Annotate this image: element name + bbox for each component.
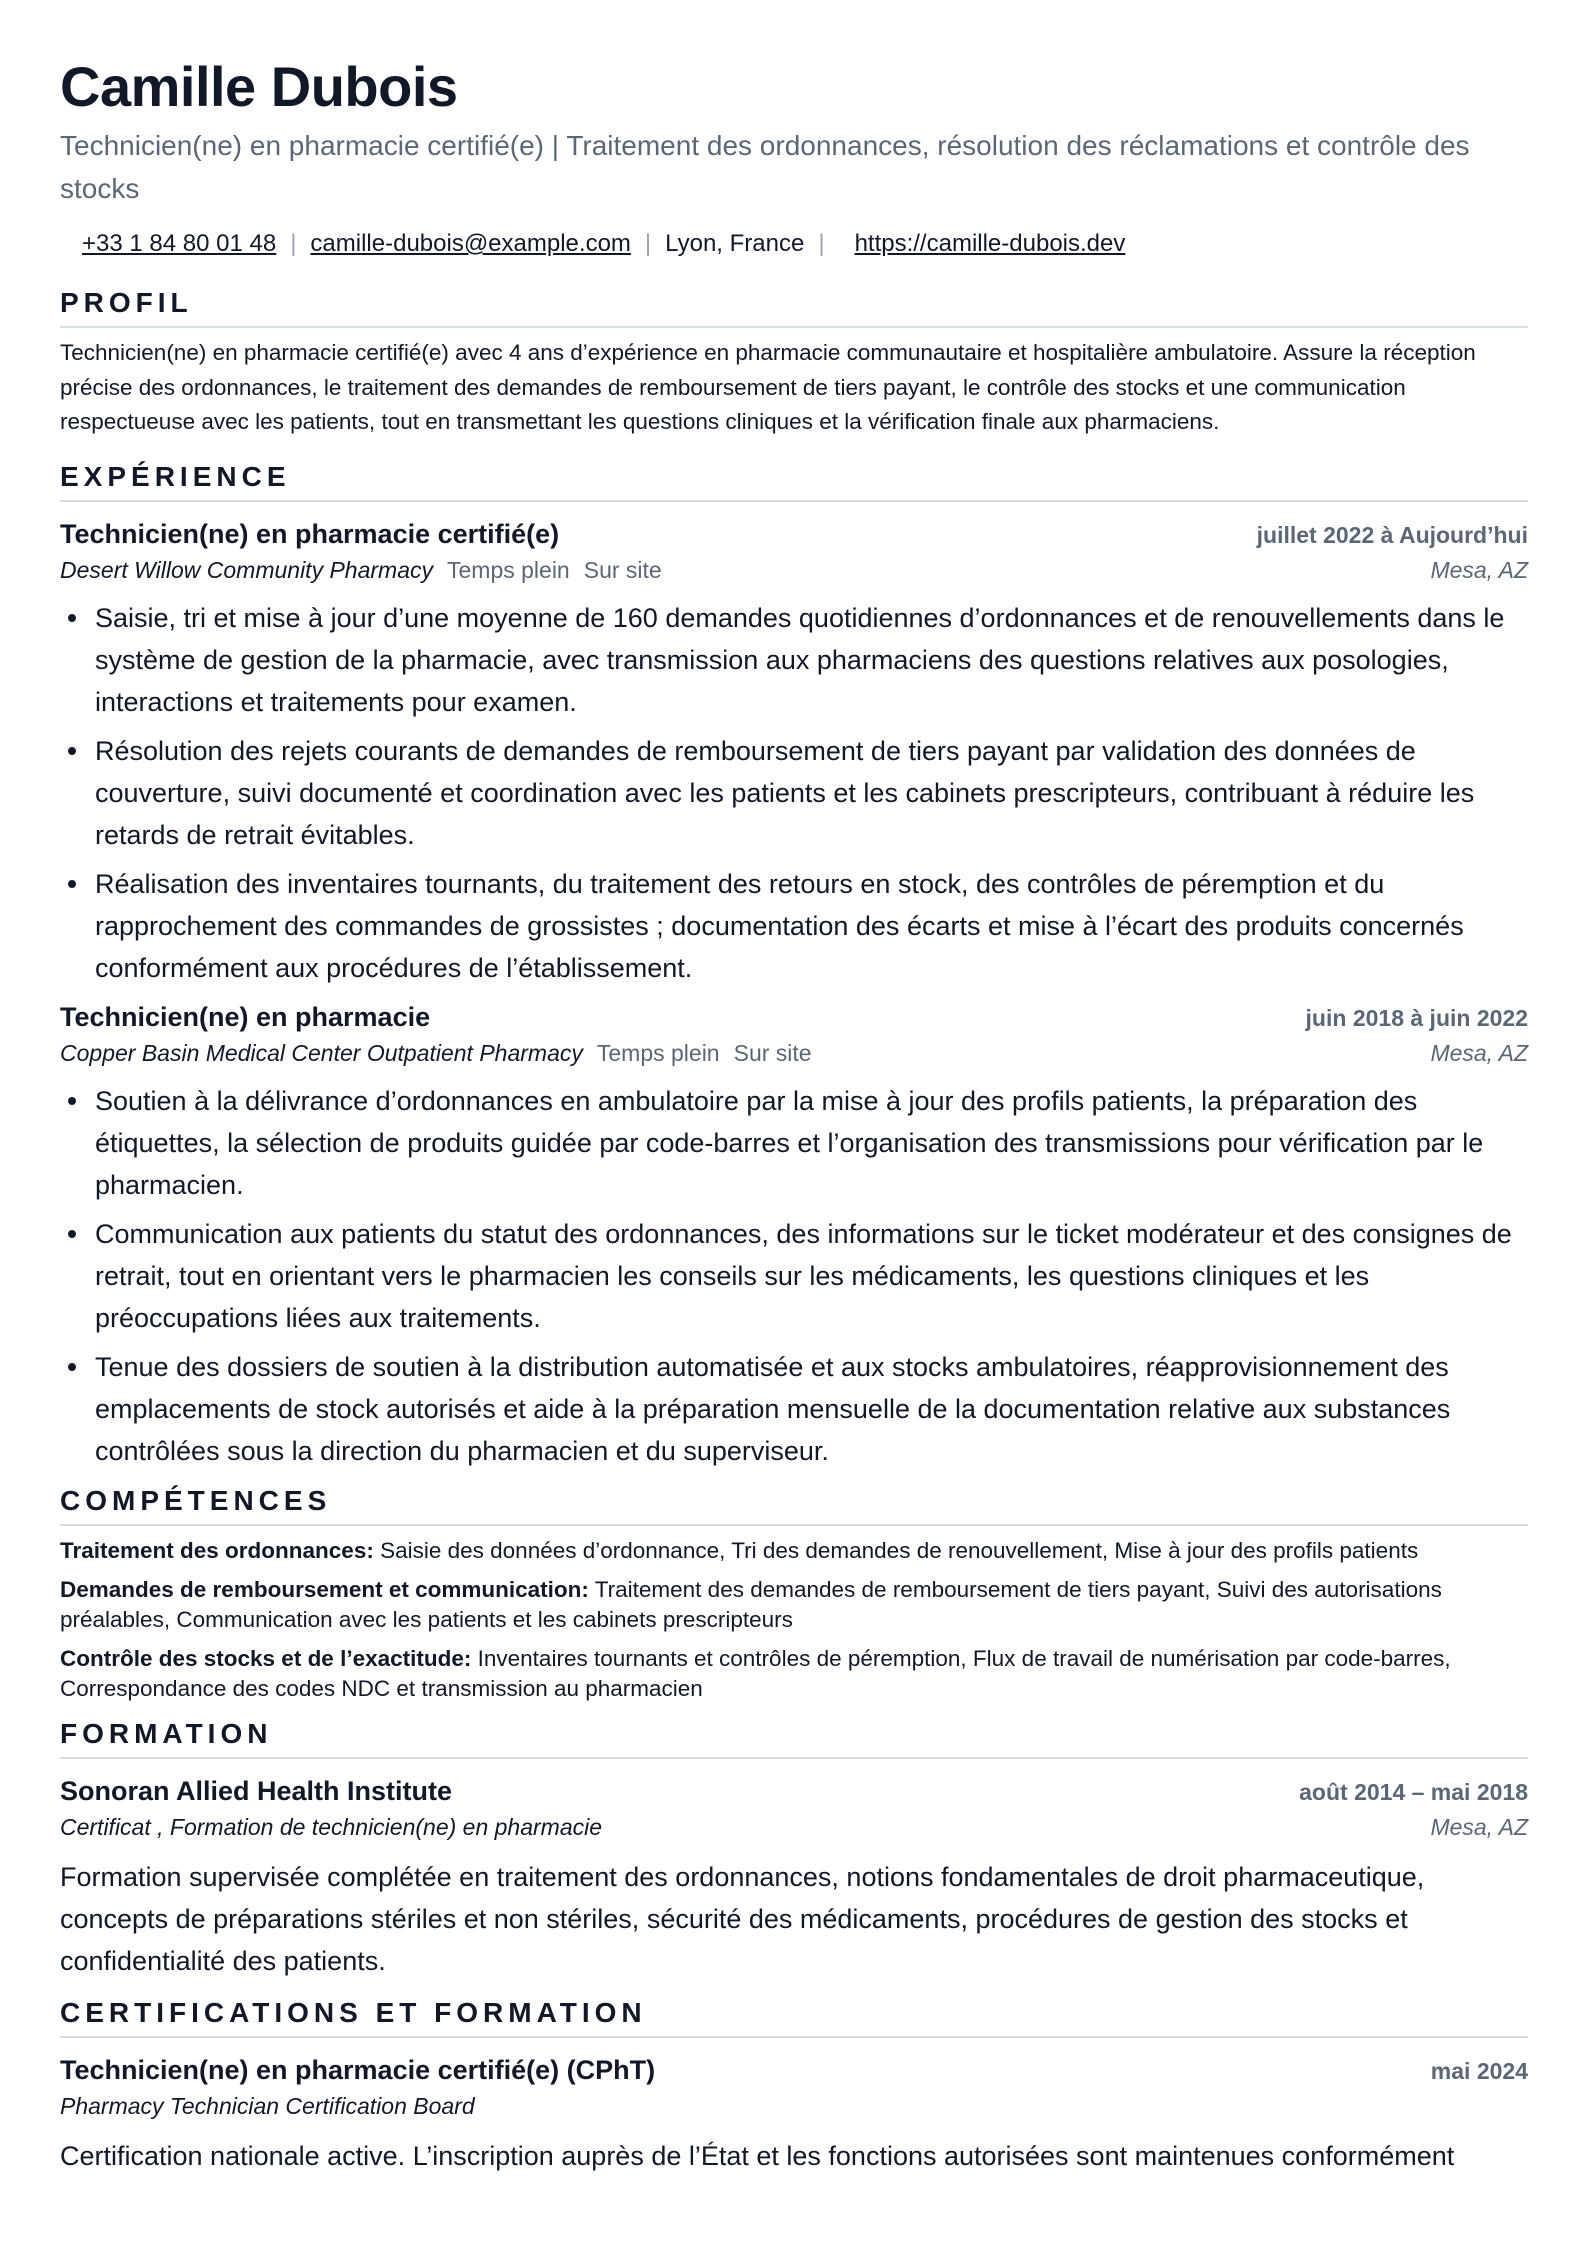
list-item bbox=[95, 730, 1528, 856]
contact-separator: | bbox=[644, 230, 652, 257]
skill-group-label: Demandes de remboursement et communication: bbox=[60, 1577, 589, 1602]
list-item bbox=[95, 863, 1528, 989]
job-location: Mesa, AZ bbox=[1430, 556, 1528, 583]
candidate-headline: Technicien(ne) en pharmacie certifié(e) | Traitement des ordonnances, résolution des réclamations et contrôle des stocks bbox=[60, 130, 1470, 204]
education-location: Mesa, AZ bbox=[1430, 1814, 1528, 1840]
bullet-text: Communication aux patients du statut des ordonnances, des informations sur le ticket modérateur et des consignes de retrait, tout en orientant vers le pharmacien les conseils sur les médicaments, les questions cliniques et les préoccupations liées aux traitements. bbox=[95, 1218, 1512, 1333]
section-title: CERTIFICATIONS ET FORMATION bbox=[60, 1996, 1528, 2038]
job-location: Mesa, AZ bbox=[1430, 1039, 1528, 1066]
list-item bbox=[95, 597, 1528, 723]
skill-group bbox=[60, 1575, 1528, 1634]
candidate-name: Camille Dubois bbox=[60, 55, 458, 118]
certification-description: Certification nationale active. L’inscription auprès de l’État et les fonctions autorisées sont maintenues conformément bbox=[60, 2141, 1455, 2171]
section-title: FORMATION bbox=[60, 1717, 1528, 1759]
school-name: Sonoran Allied Health Institute bbox=[60, 1776, 453, 1806]
certification-entry bbox=[60, 2052, 1528, 2177]
experience-section bbox=[60, 460, 1528, 1472]
section-title: PROFIL bbox=[60, 286, 1528, 328]
bullet-text: Saisie, tri et mise à jour d’une moyenne de 160 demandes quotidiennes d’ordonnances et de renouvellements dans le système de gestion de la pharmacie, avec transmission aux pharmaciens des questions relatives aux posologies, interactions et traitements pour examen. bbox=[95, 602, 1505, 717]
bullet-text: Tenue des dossiers de soutien à la distribution automatisée et aux stocks ambulatoires, réapprovisionnement des emplacements de stock autorisés et aide à la préparation mensuelle de la documentation relative aux substances contrôlées sous la direction du pharmacien et du superviseur. bbox=[95, 1351, 1451, 1466]
job-entry bbox=[60, 516, 1528, 989]
certification-date: mai 2024 bbox=[1430, 2058, 1528, 2084]
certifications-section bbox=[60, 1996, 1528, 2177]
job-bullets bbox=[60, 1080, 1528, 1472]
bullet-icon bbox=[68, 1230, 76, 1238]
job-dates: juillet 2022 à Aujourd’hui bbox=[1256, 521, 1528, 548]
bullet-icon bbox=[68, 1097, 76, 1105]
bullet-text: Réalisation des inventaires tournants, du traitement des retours en stock, des contrôles de péremption et du rapprochement des commandes de grossistes ; documentation des écarts et mise à l’écart des produits concernés conformément aux procédures de l’établissement. bbox=[95, 868, 1464, 983]
skills-section bbox=[60, 1484, 1528, 1704]
list-item bbox=[95, 1346, 1528, 1472]
bullet-icon bbox=[68, 614, 76, 622]
profile-section bbox=[60, 286, 1528, 440]
skill-group-items: Saisie des données d’ordonnance, Tri des demandes de renouvellement, Mise à jour des profils patients bbox=[380, 1537, 1419, 1563]
skill-group-items: Traitement des demandes de remboursement de tiers payant, Suivi des autorisations préalables, Communication avec les patients et les cabinets prescripteurs bbox=[60, 1577, 1442, 1632]
employment-type: Temps plein bbox=[447, 556, 570, 583]
section-title: COMPÉTENCES bbox=[60, 1484, 1528, 1526]
location-text: Lyon, France bbox=[665, 230, 805, 257]
bullet-icon bbox=[68, 880, 76, 888]
website-link[interactable]: https://camille-dubois.dev bbox=[854, 230, 1126, 257]
certification-name: Technicien(ne) en pharmacie certifié(e) (CPhT) bbox=[60, 2055, 656, 2085]
company-name: Desert Willow Community Pharmacy bbox=[60, 556, 433, 583]
profile-summary: Technicien(ne) en pharmacie certifié(e) avec 4 ans d’expérience en pharmacie communautaire et hospitalière ambulatoire. Assure la réception précise des ordonnances, le traitement des demandes de remboursement de tiers payant, le contrôle des stocks et une communication respectueuse avec les patients, tout en transmettant les questions cliniques et la vérification finale aux pharmaciens. bbox=[60, 340, 1476, 434]
education-section bbox=[60, 1717, 1528, 1982]
contact-separator: | bbox=[818, 230, 825, 257]
bullet-icon bbox=[68, 1363, 76, 1371]
company-name: Copper Basin Medical Center Outpatient Pharmacy bbox=[60, 1039, 583, 1066]
education-entry bbox=[60, 1773, 1528, 1982]
skill-group bbox=[60, 1644, 1528, 1703]
list-item bbox=[95, 1213, 1528, 1339]
degree-name: Certificat , Formation de technicien(ne) en pharmacie bbox=[60, 1814, 603, 1840]
job-dates: juin 2018 à juin 2022 bbox=[1305, 1004, 1528, 1031]
phone-link[interactable]: +33 1 84 80 01 48 bbox=[82, 230, 277, 257]
work-mode: Sur site bbox=[583, 556, 662, 583]
contact-separator: | bbox=[290, 230, 297, 257]
job-title: Technicien(ne) en pharmacie bbox=[60, 1001, 431, 1032]
job-bullets bbox=[60, 597, 1528, 989]
work-mode: Sur site bbox=[733, 1039, 812, 1066]
bullet-icon bbox=[68, 747, 76, 755]
list-item bbox=[95, 1080, 1528, 1206]
education-dates: août 2014 – mai 2018 bbox=[1299, 1779, 1528, 1805]
skill-group-label: Traitement des ordonnances: bbox=[60, 1537, 374, 1563]
job-title: Technicien(ne) en pharmacie certifié(e) bbox=[60, 518, 560, 549]
skill-group-items: Inventaires tournants et contrôles de péremption, Flux de travail de numérisation par code-barres, Correspondance des codes NDC et transmission au pharmacien bbox=[60, 1646, 1451, 1701]
skill-group-label: Contrôle des stocks et de l’exactitude: bbox=[60, 1646, 472, 1671]
employment-type: Temps plein bbox=[596, 1039, 720, 1066]
bullet-text: Soutien à la délivrance d’ordonnances en ambulatoire par la mise à jour des profils patients, la préparation des étiquettes, la sélection de produits guidée par code-barres et l’organisation des transmissions pour vérification par le pharmacien. bbox=[95, 1085, 1484, 1200]
contact-line bbox=[60, 228, 1528, 260]
resume-header bbox=[60, 52, 1528, 260]
job-entry bbox=[60, 999, 1528, 1472]
bullet-text: Résolution des rejets courants de demandes de remboursement de tiers payant par validation des données de couverture, suivi documenté et coordination avec les patients et les cabinets prescripteurs, contribuant à réduire les retards de retrait évitables. bbox=[95, 735, 1475, 850]
skill-group bbox=[60, 1536, 1528, 1566]
certification-issuer: Pharmacy Technician Certification Board bbox=[60, 2093, 475, 2119]
education-description: Formation supervisée complétée en traitement des ordonnances, notions fondamentales de droit pharmaceutique, concepts de préparations stériles et non stériles, sécurité des médicaments, procédures de gestion des stocks et confidentialité des patients. bbox=[60, 1862, 1425, 1976]
section-title: EXPÉRIENCE bbox=[60, 460, 1528, 502]
email-link[interactable]: camille-dubois@example.com bbox=[310, 230, 631, 257]
